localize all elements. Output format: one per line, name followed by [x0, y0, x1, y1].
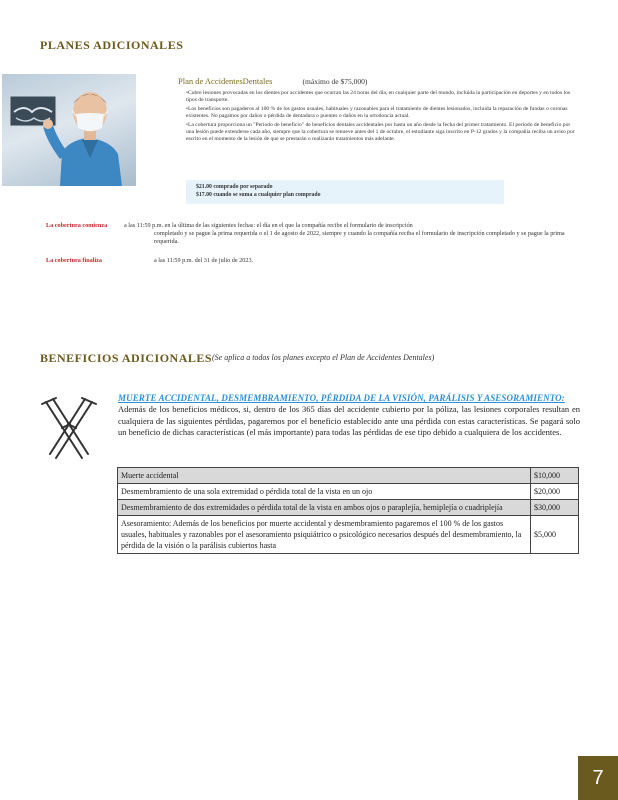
plan-bullet: •La cobertura proporciona un "Período de beneficio" de beneficios dentales accidentales por hasta un año desde la fecha del primer tratamiento. El período de beneficio por una lesión puede extenderse cada año, siempre que la cobertura se renueve antes del 1 de octubre, el estudiante siga inscrito en P-12 grados y la compañía reciba un aviso por escrito en el momento de la lesión de que se prestarán o realizarán tratamientos más adelante.	[186, 121, 575, 143]
benefit-item: Desmembramiento de dos extremidades o pérdida total de la vista en ambos ojos o paraplejía, hemiplejía o cuadriplejía	[118, 500, 531, 516]
benefit-amount: $10,000	[531, 468, 579, 484]
price-box	[186, 180, 504, 204]
benefit-amount: $5,000	[531, 516, 579, 554]
benefit-amount: $30,000	[531, 500, 579, 516]
plan-bullet: •Los beneficios son pagaderos al 100 % de los gastos usuales, habituales y razonables para el tratamiento de dientes lesionados, incluida la reparación de fundas o coronas existentes. No pagamos por daños o pérdida de dentadura o puentes o daños en la ortodoncia actual.	[186, 105, 568, 120]
benefit-item: Asesoramiento: Además de los beneficios por muerte accidental y desmembramiento pagaremos el 100 % de los gastos usuales, habituales y razonables por el asesoramiento psiquiátrico o psicológico necesarios después del desmembramiento, la pérdida de la visión o la parálisis cubiertos hasta	[118, 516, 531, 554]
benefits-table	[117, 467, 579, 554]
coverage-start-text: a las 11:59 p.m. en la última de las siguientes fechas: el día en el que la compañía recibe el formulario de inscripción	[124, 222, 413, 229]
section-title: MUERTE ACCIDENTAL, DESMEMBRAMIENTO, PÉRDIDA DE LA VISIÓN, PARÁLISIS Y ASESORAMIENTO:	[118, 393, 565, 403]
plan-max: (máximo de $75,000)	[302, 77, 368, 86]
coverage-start	[46, 222, 566, 247]
beneficios-heading: BENEFICIOS ADICIONALES	[40, 351, 213, 365]
dentist-xray-photo	[2, 74, 136, 186]
price-line: $21.00 comprado por separado	[196, 184, 273, 190]
crutches-icon	[36, 394, 102, 464]
coverage-start-label: La cobertura comienza	[46, 222, 108, 229]
plan-bullet: •Cubre lesiones provocadas en los dientes por accidentes que ocurran las 24 horas del día, en cualquier parte del mundo, incluida la participación en deportes y en todos los tipos de transporte.	[186, 90, 571, 104]
benefit-item: Muerte accidental	[118, 468, 531, 484]
plan-title	[178, 76, 367, 86]
coverage-start-text-2: completado y se pague la prima requerida o el 1 de agosto de 2022, siempre y cuando la compañía reciba el formulario de inscripción completado y se pague la prima requerida.	[154, 230, 565, 246]
coverage-end	[46, 257, 566, 265]
section-body: Además de los beneficios médicos, si, dentro de los 365 días del accidente cubierto por la póliza, las lesiones corporales resultan en cualquiera de las siguientes pérdidas, pagaremos por el beneficio establecido ante una pérdida con estas características. Se pagará solo un beneficio de dichas características (el más importante) para todas las pérdidas de ese tipo debido a cualquiera de los accidentes.	[118, 404, 580, 437]
price-line: $17.00 cuando se suma a cualquier plan comprado	[196, 192, 321, 198]
coverage-end-text: a las 11:59 p.m. del 31 de julio de 2023.	[154, 257, 254, 264]
benefit-item: Desmembramiento de una sola extremidad o pérdida total de la vista en un ojo	[118, 484, 531, 500]
plan-bullets	[186, 90, 576, 145]
table-row	[118, 468, 579, 484]
beneficios-note: (Se aplica a todos los planes excepto el Plan de Accidentes Dentales)	[212, 353, 435, 362]
table-row	[118, 516, 579, 554]
page-number: 7	[578, 756, 618, 800]
plan-title-text: Plan de AccidentesDentales	[178, 76, 273, 86]
planes-heading: PLANES ADICIONALES	[40, 38, 184, 52]
coverage-end-label: La cobertura finaliza	[46, 257, 103, 264]
table-row	[118, 484, 579, 500]
table-row	[118, 500, 579, 516]
benefit-amount: $20,000	[531, 484, 579, 500]
